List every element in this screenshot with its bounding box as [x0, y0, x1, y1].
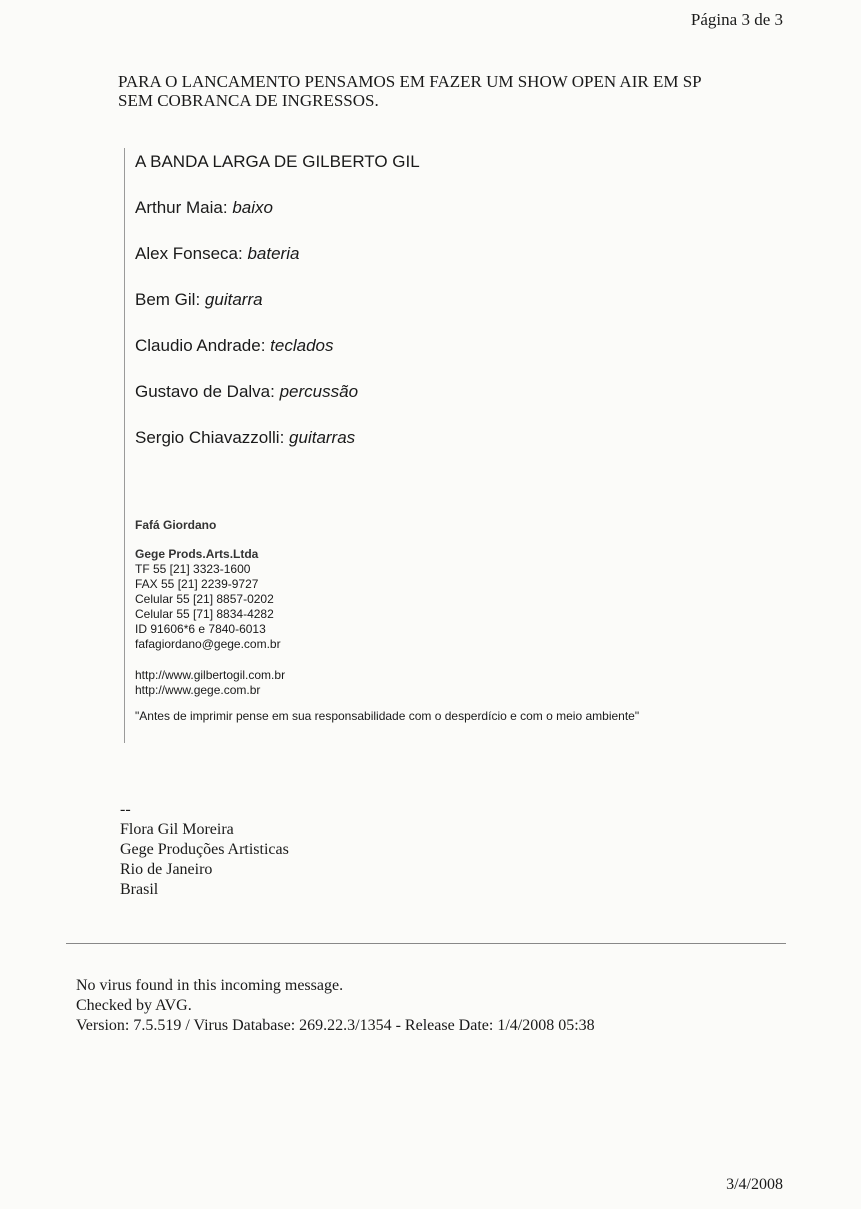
member-name: Arthur Maia:: [135, 198, 228, 217]
horizontal-rule: [66, 943, 786, 944]
signature-separator: --: [120, 801, 131, 818]
member-name: Alex Fonseca:: [135, 244, 243, 263]
print-date: 3/4/2008: [726, 1176, 783, 1193]
member-role: bateria: [247, 244, 300, 263]
member-name: Sergio Chiavazzolli:: [135, 428, 285, 447]
band-member: [135, 428, 420, 448]
page-number: Página 3 de 3: [690, 10, 783, 29]
sender-line: Flora Gil Moreira: [120, 821, 234, 838]
band-lineup: [135, 152, 420, 474]
sender-line: Gege Produções Artisticas: [120, 841, 289, 858]
band-member: [135, 290, 420, 310]
signature-contact: [135, 547, 281, 652]
contact-line: TF 55 [21] 3323-1600: [135, 562, 251, 576]
email-address: fafagiordano@gege.com.br: [135, 637, 281, 651]
antivirus-line: Version: 7.5.519 / Virus Database: 269.22.3/1354 - Release Date: 1/4/2008 05:38: [76, 1017, 595, 1034]
member-role: percussão: [279, 382, 359, 401]
contact-line: Celular 55 [71] 8834-4282: [135, 607, 274, 621]
member-name: Claudio Andrade:: [135, 336, 266, 355]
intro-line: PARA O LANCAMENTO PENSAMOS EM FAZER UM SHOW OPEN AIR EM SP: [118, 72, 702, 91]
sender-line: Rio de Janeiro: [120, 861, 213, 878]
band-title: A BANDA LARGA DE GILBERTO GIL: [135, 152, 420, 171]
sender-line: Brasil: [120, 881, 159, 898]
website-link: http://www.gilbertogil.com.br: [135, 668, 286, 682]
band-member: [135, 336, 420, 356]
antivirus-notice: [76, 976, 595, 1036]
band-member: [135, 244, 420, 264]
band-member: [135, 198, 420, 218]
antivirus-line: Checked by AVG.: [76, 997, 192, 1014]
contact-line: Celular 55 [21] 8857-0202: [135, 592, 274, 606]
member-role: guitarra: [204, 290, 263, 309]
intro-paragraph: [118, 72, 702, 110]
signature-links: [135, 668, 285, 698]
environment-note: "Antes de imprimir pense em sua responsabilidade com o desperdício e com o meio ambiente": [135, 709, 640, 723]
contact-line: ID 91606*6 e 7840-6013: [135, 622, 266, 636]
member-role: baixo: [232, 198, 273, 217]
member-role: guitarras: [289, 428, 356, 447]
sender-signature: [120, 800, 289, 900]
band-member: [135, 382, 420, 402]
antivirus-line: No virus found in this incoming message.: [76, 977, 344, 994]
member-name: Bem Gil:: [135, 290, 201, 309]
intro-line: SEM COBRANCA DE INGRESSOS.: [118, 91, 379, 110]
signature-name: Fafá Giordano: [135, 518, 217, 532]
contact-line: FAX 55 [21] 2239-9727: [135, 577, 259, 591]
company-name: Gege Prods.Arts.Ltda: [135, 547, 259, 561]
quote-divider: [124, 148, 125, 743]
member-name: Gustavo de Dalva:: [135, 382, 275, 401]
member-role: teclados: [270, 336, 334, 355]
website-link: http://www.gege.com.br: [135, 683, 261, 697]
